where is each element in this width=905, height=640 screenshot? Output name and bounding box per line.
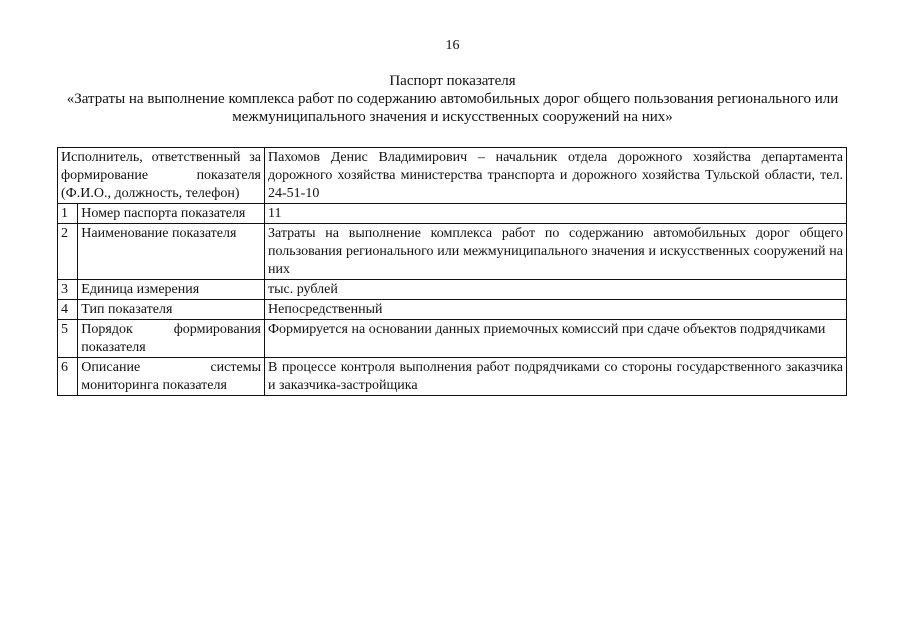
row-value: Формируется на основании данных приемочных комиссий при сдаче объектов подрядчиками xyxy=(265,320,847,358)
row-label: Описание системы мониторинга показателя xyxy=(78,358,265,396)
row-number: 1 xyxy=(58,204,78,224)
executor-value: Пахомов Денис Владимирович – начальник отдела дорожного хозяйства департамента дорожного хозяйства министерства транспорта и дорожного хозяйства Тульской области, тел. 24-51-10 xyxy=(265,148,847,204)
row-value: 11 xyxy=(265,204,847,224)
table-row xyxy=(58,204,847,224)
document-heading xyxy=(40,72,865,126)
row-number: 5 xyxy=(58,320,78,358)
row-value: Непосредственный xyxy=(265,300,847,320)
row-number: 2 xyxy=(58,224,78,280)
row-value: Затраты на выполнение комплекса работ по содержанию автомобильных дорог общего пользования регионального или межмуниципального значения и искусственных сооружений на них xyxy=(265,224,847,280)
row-label: Тип показателя xyxy=(78,300,265,320)
row-label: Наименование показателя xyxy=(78,224,265,280)
table-row xyxy=(58,358,847,396)
table-row xyxy=(58,224,847,280)
executor-row xyxy=(58,148,847,204)
document-subtitle-line-2: межмуниципального значения и искусственных сооружений на них» xyxy=(232,109,673,125)
executor-label: Исполнитель, ответственный за формирование показателя (Ф.И.О., должность, телефон) xyxy=(58,148,265,204)
document-title: Паспорт показателя xyxy=(389,73,516,89)
document-subtitle-line-1: «Затраты на выполнение комплекса работ по содержанию автомобильных дорог общего пользования регионального или xyxy=(66,91,839,107)
page-number: 16 xyxy=(445,38,460,53)
row-label: Единица измерения xyxy=(78,280,265,300)
row-value: В процессе контроля выполнения работ подрядчиками со стороны государственного заказчика и заказчика-застройщика xyxy=(265,358,847,396)
passport-table xyxy=(57,147,847,396)
row-label: Номер паспорта показателя xyxy=(78,204,265,224)
row-number: 4 xyxy=(58,300,78,320)
row-label: Порядок формирования показателя xyxy=(78,320,265,358)
row-number: 3 xyxy=(58,280,78,300)
row-number: 6 xyxy=(58,358,78,396)
table-row xyxy=(58,280,847,300)
table-row xyxy=(58,300,847,320)
row-value: тыс. рублей xyxy=(265,280,847,300)
table-row xyxy=(58,320,847,358)
